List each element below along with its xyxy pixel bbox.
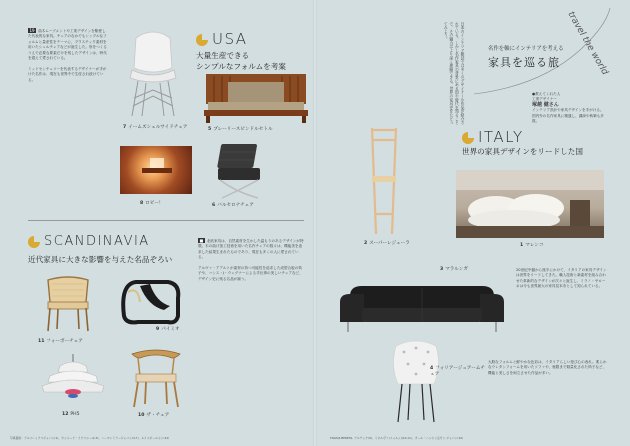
author-role: 工業デザイナー bbox=[532, 97, 557, 102]
caption-barcelona: 6 バルセロナチェア bbox=[212, 203, 254, 208]
italy-body-text-2: 大胆なフォルムと鮮やかな色彩は、イタリアらしい遊び心の表れ。柔らかなウレタンフォームを用いたソファや、極限まで軽量化された椅子など、機能と美しさを両立させた作品が多い。 bbox=[488, 360, 607, 375]
author-box bbox=[532, 92, 604, 142]
ph5-lamp-image bbox=[40, 354, 106, 406]
eames-chair-image bbox=[118, 26, 188, 121]
barcelona-chair-image bbox=[210, 140, 272, 200]
usa-subtitle-line2: シンプルなフォルムを考案 bbox=[196, 62, 286, 71]
italy-body bbox=[516, 268, 608, 356]
caption-maralunga: 3 マラルンガ bbox=[440, 267, 468, 272]
intro-column bbox=[28, 28, 108, 203]
author-label: ●教えてくれた人 bbox=[532, 92, 561, 96]
left-section-divider bbox=[28, 220, 304, 221]
header-sub: 名作を軸にインテリアを考える bbox=[488, 46, 564, 52]
scandinavia-body: ■ 北欧家具は、自然素材を生かした温もりのあるデザインが特徴。木の曲げ加工技術を用いた名作チェアの数々は、機能美を追求した結果生まれたものであり、現在も多くの人に愛されている。 アルヴァ・アアルトが素材の持つ可能性を追求した成型合板の椅子や、ハンス・J・ウェグナーによる手仕事の美しいチェアなど、デザイン史に残る名品が揃う。 bbox=[198, 238, 304, 281]
foliage-armchair-image bbox=[388, 336, 444, 424]
caption-prairie: 5 プレーリースピンドルセトル bbox=[208, 127, 273, 132]
left-footer-credits: 写真提供：アルフレックスジャパン(1)、カッシーナ・イクスシー(2,3)、ハーマンミラージャパン(4,7)、ルイスポールセン(12) bbox=[10, 436, 170, 440]
page-spine bbox=[313, 0, 317, 446]
usa-title: USA bbox=[212, 30, 248, 48]
maralunga-sofa-image bbox=[340, 272, 504, 334]
caption-faaborg: 11 フォーボーチェア bbox=[38, 339, 83, 344]
header-script: travel the world bbox=[565, 10, 610, 77]
intro-side-note: ミッドセンチュリーを代表するデザイナーが手がけた名作は、現在も世界中で生産され続けている。 bbox=[28, 66, 107, 82]
scandinavia-body-text: 北欧家具は、自然素材を生かした温もりのあるデザインが特徴。木の曲げ加工技術を用いた名作チェアの数々は、機能美を追求した結果生まれたものであり、現在も多くの人に愛されている。 bbox=[198, 239, 304, 260]
caption-superleggera: 2 スーパーレジェーラ bbox=[364, 241, 410, 246]
scandinavia-subtitle: 近代家具に大きな影響を与えた名品ぞろい bbox=[28, 255, 173, 264]
italy-body-text: 20世紀中盤から後半にかけて、イタリアの家具デザインは世界をリードしてきた。職人技術と新素材を組み合わせた革新的なデザインが次々と誕生し、ミラノ・サローネは今も世界最大の家具見本市として知られている。 bbox=[516, 268, 607, 289]
usa-mark-icon bbox=[196, 34, 208, 46]
prairie-settle-image bbox=[200, 72, 312, 124]
usa-subtitle bbox=[196, 50, 286, 72]
caption-paimio: 9 パイミオ bbox=[156, 327, 180, 332]
italy-body-2 bbox=[488, 360, 608, 430]
caption-robie: 8 ロビー！ bbox=[140, 201, 164, 206]
scandinavia-body-text-2: アルヴァ・アアルトが素材の持つ可能性を追求した成型合板の椅子や、ハンス・J・ウェグナーによる手仕事の美しいチェアなど、デザイン史に残る名品が揃う。 bbox=[198, 266, 303, 281]
superleggera-chair-image bbox=[364, 124, 404, 236]
caption-the-chair: 10 ザ・チェア bbox=[138, 413, 170, 418]
intro-text: 曲木ムーブメントや工業デザインを駆使した代表的な家具。チェアのなかでもシンプルなフォルムと量産性をテーマに、プラスチック素材を用いたシェルチェアなどが誕生した。形をつくるうえで必要な要素だけを残したデザインは、時代を超えて愛されている。 bbox=[28, 29, 107, 61]
caption-foliage: 4 フォリアージュアームチェア bbox=[430, 366, 485, 377]
scandinavia-mark-icon bbox=[28, 236, 40, 248]
the-chair-image bbox=[126, 344, 186, 408]
caption-marenco: 1 マレンコ bbox=[520, 243, 544, 248]
intro-number: 19 bbox=[29, 28, 35, 33]
usa-heading bbox=[196, 30, 248, 48]
right-header-column: 日本のインテリア雑誌では多くのデザイナーや作品が紹介されている。しかし名作家具の背景にある国や時代を知ることで、その魅力はより深く理解できる。世界の家具史をたどってみよう。 bbox=[444, 22, 466, 125]
robie-lamp-image bbox=[120, 146, 192, 194]
italy-title: ITALY bbox=[478, 128, 524, 146]
usa-subtitle-line1: 大量生産できる bbox=[196, 51, 250, 60]
italy-heading bbox=[462, 128, 524, 146]
caption-ph5: 12 PH5 bbox=[62, 412, 80, 417]
author-name: 塚越 健さん bbox=[532, 101, 559, 108]
author-bio: インテリア設計や家具デザインを手がける。国内外の名作家具に精通し、講演や執筆も多数。 bbox=[532, 108, 604, 124]
marenco-sofa-image bbox=[456, 170, 604, 238]
faaborg-chair-image bbox=[40, 274, 96, 332]
caption-eames: 7 イームズシェルサイドチェア bbox=[123, 125, 188, 130]
scandinavia-heading bbox=[28, 234, 150, 249]
right-footer-credits: TANAQUEPRESS, アルテック(9)、ミネルヴァ(フォルム)(10,11)、カール・ハンセン＆サン ジャパン(10) bbox=[330, 436, 464, 440]
italy-mark-icon bbox=[462, 132, 474, 144]
italy-subtitle: 世界の家具デザインをリードした国 bbox=[462, 147, 583, 156]
header-title: 家具を巡る旅 bbox=[488, 56, 560, 69]
scandinavia-title: SCANDINAVIA bbox=[44, 234, 150, 249]
paimio-chair-image bbox=[118, 276, 186, 328]
